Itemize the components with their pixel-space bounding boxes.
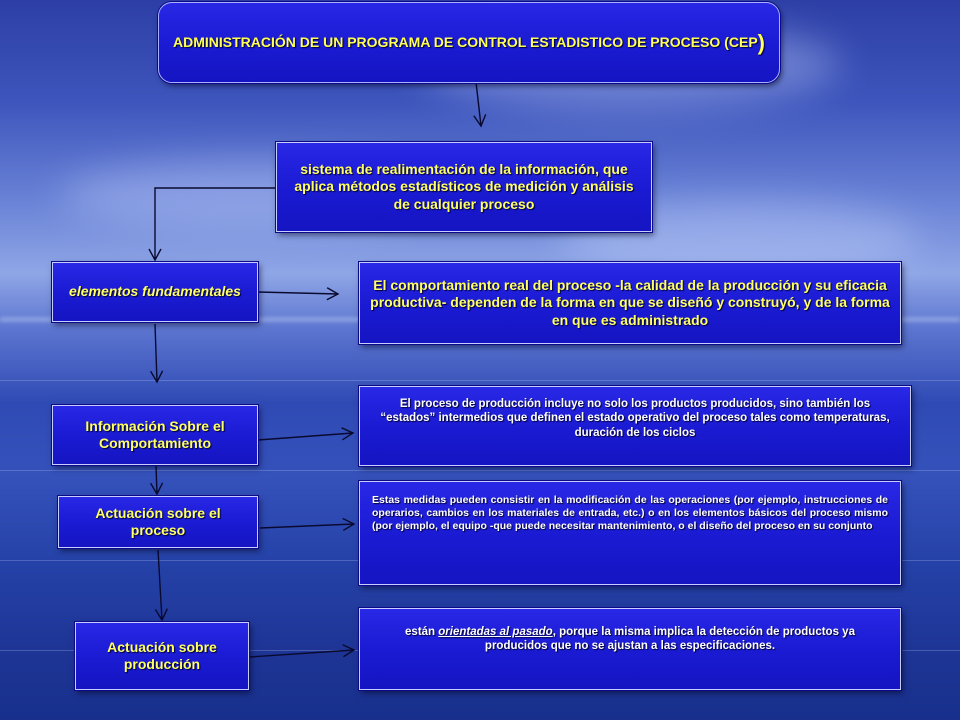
node-elementos-fundamentales	[52, 262, 258, 322]
diagram-title-paren: )	[757, 29, 765, 55]
arrow-information-to-state-text	[258, 433, 353, 440]
diagram-title-box	[158, 2, 780, 83]
definition-box	[276, 142, 652, 232]
text-medidas	[359, 481, 901, 585]
arrow-definition-to-elements	[155, 188, 275, 260]
node-text: El comportamiento real del proceso -la calidad de la producción y su eficacia productiva- dependen de la forma en que se diseñó y construyó, y de la forma en que es administrado	[370, 276, 890, 328]
node-informacion-comportamiento	[52, 405, 258, 465]
node-text: Estas medidas pueden consistir en la modificación de las operaciones (por ejemplo, instrucciones de operarios, cambios en los materiales de entrada, etc.) o en los elementos básicos del proceso mismo (por ejemplo, el equipo -que puede necesitar mantenimiento, o el diseño del proceso en su conjunto	[372, 494, 888, 533]
past-suffix: , porque la misma implica la detección de productos ya producidos que no se ajustan a las especificaciones.	[484, 626, 855, 653]
text-proceso-produccion	[359, 386, 911, 466]
definition-text: sistema de realimentación de la información, que aplica métodos estadísticos de medición y análisis de cualquier proceso	[294, 160, 634, 212]
node-actuacion-produccion	[75, 622, 249, 690]
arrow-process-to-production	[158, 550, 162, 620]
arrow-elements-to-behavior-text	[258, 292, 338, 294]
text-comportamiento-real	[359, 262, 901, 344]
text-orientadas-pasado	[359, 608, 901, 690]
node-label: Actuación sobre producción	[107, 638, 217, 672]
arrow-title-to-definition	[476, 82, 481, 126]
node-label: elementos fundamentales	[69, 283, 241, 300]
node-label: Actuación sobre el proceso	[95, 504, 221, 538]
node-text: El proceso de producción incluye no solo los productos producidos, sino también los “estados” intermedios que definen el estado operativo del proceso tales como temperaturas, duración de los ciclos	[380, 398, 890, 439]
arrow-elements-to-information	[155, 324, 157, 382]
arrow-process-to-measures-text	[260, 524, 354, 528]
arrow-production-to-past-text	[250, 650, 354, 657]
past-emphasis: orientadas al pasado	[438, 626, 553, 638]
arrow-information-to-process	[156, 466, 157, 494]
past-prefix: están	[405, 626, 439, 638]
node-label: Información Sobre el Comportamiento	[85, 417, 225, 451]
node-actuacion-proceso	[58, 496, 258, 548]
diagram-title: ADMINISTRACIÓN DE UN PROGRAMA DE CONTROL ESTADISTICO DE PROCESO (CEP	[173, 33, 758, 50]
